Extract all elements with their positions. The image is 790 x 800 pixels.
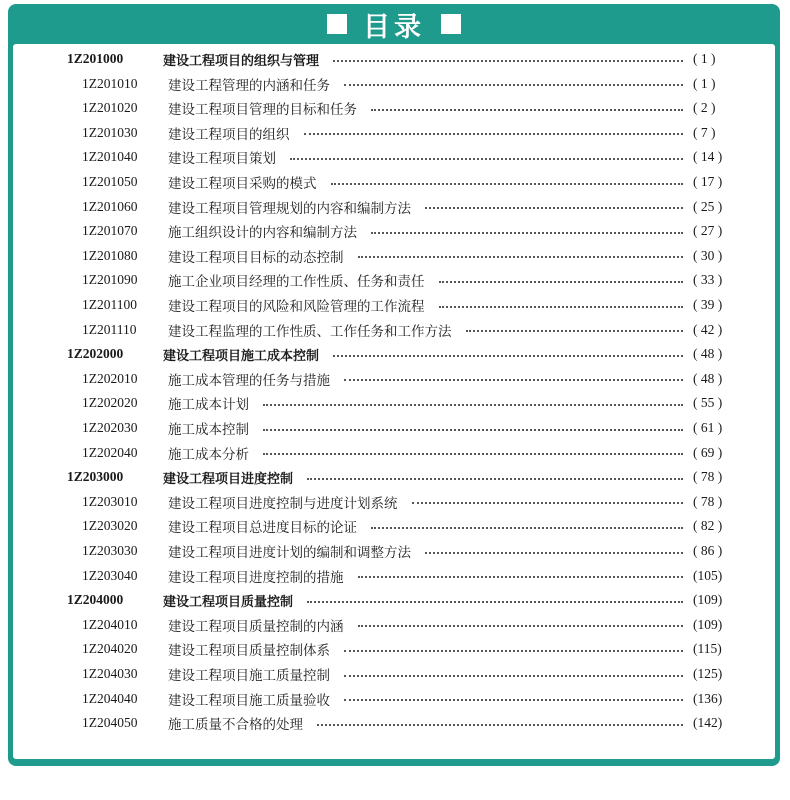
toc-code: 1Z201000 — [67, 51, 124, 66]
toc-title: 建设工程项目质量控制体系 — [168, 643, 330, 659]
toc-section-row[interactable] — [13, 96, 775, 120]
toc-section-row[interactable] — [13, 416, 775, 440]
toc-title: 建设工程项目目标的动态控制 — [168, 249, 344, 265]
toc-code: 1Z201010 — [82, 75, 138, 91]
toc-page-number: ( 1 ) — [693, 75, 716, 91]
toc-page-number: ( 27 ) — [693, 223, 723, 239]
toc-section-row[interactable] — [13, 711, 775, 735]
toc-page-number: ( 78 ) — [693, 493, 723, 509]
toc-code: 1Z201050 — [82, 174, 138, 189]
toc-title: 建设工程项目的风险和风险管理的工作流程 — [168, 299, 425, 314]
toc-title: 建设工程项目策划 — [168, 151, 276, 167]
toc-page-number: (109) — [693, 592, 723, 608]
dot-leader — [412, 501, 684, 504]
toc-title: 建设工程项目总进度目标的论证 — [168, 520, 357, 536]
toc-section-row[interactable] — [13, 121, 775, 145]
toc-code: 1Z204000 — [67, 592, 124, 608]
toc-title: 建设工程项目质量控制 — [163, 594, 294, 610]
toc-code: 1Z203040 — [82, 567, 138, 583]
toc-page-number: ( 61 ) — [693, 420, 723, 435]
toc-section-row[interactable] — [13, 539, 775, 563]
toc-title: 施工企业项目经理的工作性质、任务和责任 — [168, 274, 425, 290]
toc-chapter-row[interactable] — [13, 342, 775, 366]
toc-section-row[interactable] — [13, 219, 775, 243]
toc-page-number: ( 14 ) — [693, 149, 723, 165]
toc-title: 建设工程项目的组织 — [168, 126, 290, 142]
dot-leader — [371, 108, 683, 111]
toc-section-row[interactable] — [13, 637, 775, 661]
toc-title: 施工成本控制 — [168, 422, 249, 437]
toc-code: 1Z201090 — [82, 272, 138, 288]
dot-leader — [439, 280, 684, 283]
toc-page-number: ( 48 ) — [693, 346, 723, 362]
toc-section-row[interactable] — [13, 441, 775, 465]
dot-leader — [263, 428, 683, 431]
toc-section-row[interactable] — [13, 514, 775, 538]
toc-code: 1Z201070 — [82, 223, 138, 239]
toc-title: 施工质量不合格的处理 — [168, 717, 303, 733]
toc-title: 施工组织设计的内容和编制方法 — [168, 225, 357, 241]
toc-frame — [8, 4, 780, 766]
toc-page-number: ( 33 ) — [693, 272, 723, 288]
toc-code: 1Z204030 — [82, 666, 138, 681]
dot-leader — [307, 600, 683, 603]
dot-leader — [307, 477, 683, 480]
toc-panel — [13, 44, 775, 759]
toc-section-row[interactable] — [13, 318, 775, 342]
toc-code: 1Z203000 — [67, 469, 124, 485]
toc-page-number: (105) — [693, 567, 723, 583]
toc-header — [8, 4, 780, 44]
toc-code: 1Z203010 — [82, 493, 138, 509]
toc-title: 施工成本管理的任务与措施 — [168, 372, 330, 388]
dot-leader — [344, 83, 683, 86]
toc-page-number: ( 82 ) — [693, 518, 723, 534]
toc-chapter-row[interactable] — [13, 47, 775, 71]
dot-leader — [425, 206, 683, 209]
toc-code: 1Z201040 — [82, 149, 138, 165]
toc-code: 1Z204020 — [82, 641, 138, 657]
dot-leader — [333, 354, 683, 357]
toc-section-row[interactable] — [13, 687, 775, 711]
toc-title: 建设工程监理的工作性质、工作任务和工作方法 — [168, 323, 452, 339]
dot-leader — [358, 575, 684, 578]
dot-leader — [304, 132, 684, 135]
toc-page-number: (142) — [693, 715, 723, 731]
dot-leader — [290, 157, 683, 160]
toc-title: 建设工程项目管理规划的内容和编制方法 — [168, 200, 411, 216]
toc-section-row[interactable] — [13, 170, 775, 194]
toc-page-number: ( 39 ) — [693, 297, 723, 312]
toc-page-number: ( 7 ) — [693, 124, 716, 140]
toc-page-number: ( 30 ) — [693, 247, 723, 263]
toc-page-number: ( 86 ) — [693, 543, 723, 558]
dot-leader — [371, 526, 683, 529]
toc-section-row[interactable] — [13, 195, 775, 219]
toc-code: 1Z203020 — [82, 518, 138, 534]
toc-section-row[interactable] — [13, 293, 775, 317]
toc-section-row[interactable] — [13, 367, 775, 391]
dot-leader — [333, 59, 683, 62]
toc-section-row[interactable] — [13, 268, 775, 292]
dot-leader — [439, 305, 684, 308]
toc-page-number: ( 42 ) — [693, 321, 723, 337]
toc-title: 建设工程项目施工质量控制 — [168, 668, 330, 683]
toc-code: 1Z201100 — [82, 297, 137, 312]
toc-code: 1Z201110 — [82, 321, 137, 337]
toc-page-number: (115) — [693, 641, 722, 657]
toc-code: 1Z202040 — [82, 444, 138, 460]
toc-code: 1Z204010 — [82, 616, 138, 632]
toc-title: 建设工程项目施工成本控制 — [163, 348, 320, 364]
toc-title: 建设工程项目进度控制的措施 — [168, 569, 344, 585]
toc-section-row[interactable] — [13, 244, 775, 268]
toc-section-row[interactable] — [13, 490, 775, 514]
toc-section-row[interactable] — [13, 662, 775, 686]
dot-leader — [263, 452, 683, 455]
toc-chapter-row[interactable] — [13, 465, 775, 489]
toc-code: 1Z204040 — [82, 690, 138, 706]
toc-title: 建设工程管理的内涵和任务 — [168, 77, 330, 93]
dot-leader — [263, 403, 683, 406]
toc-section-row[interactable] — [13, 72, 775, 96]
toc-page-number: ( 25 ) — [693, 198, 723, 214]
toc-title: 建设工程项目质量控制的内涵 — [168, 618, 344, 634]
toc-page-number: ( 2 ) — [693, 100, 716, 116]
toc-page-number: ( 17 ) — [693, 174, 723, 189]
toc-title: 建设工程项目进度控制 — [163, 471, 294, 487]
dot-leader — [344, 698, 683, 701]
toc-title: 建设工程项目进度控制与进度计划系统 — [168, 495, 398, 511]
toc-code: 1Z202010 — [82, 370, 138, 386]
toc-page-number: (136) — [693, 690, 723, 706]
toc-title: 建设工程项目的组织与管理 — [163, 53, 320, 69]
toc-code: 1Z201030 — [82, 124, 138, 140]
toc-code: 1Z204050 — [82, 715, 138, 731]
toc-code: 1Z201060 — [82, 198, 138, 214]
toc-page-number: ( 1 ) — [693, 51, 716, 66]
dot-leader — [331, 182, 684, 185]
dot-leader — [358, 255, 684, 258]
toc-code: 1Z202030 — [82, 420, 138, 435]
toc-page-number: ( 48 ) — [693, 370, 723, 386]
toc-title: 建设工程项目采购的模式 — [168, 176, 317, 191]
toc-title: 建设工程项目管理的目标和任务 — [168, 102, 357, 118]
toc-code: 1Z202020 — [82, 395, 138, 411]
toc-title: 建设工程项目进度计划的编制和调整方法 — [168, 545, 411, 560]
toc-page-number: ( 78 ) — [693, 469, 723, 485]
dot-leader — [317, 723, 683, 726]
toc-code: 1Z201080 — [82, 247, 138, 263]
toc-page-number: ( 55 ) — [693, 395, 723, 411]
toc-code: 1Z203030 — [82, 543, 138, 558]
toc-code: 1Z201020 — [82, 100, 138, 116]
toc-title: 施工成本分析 — [168, 446, 249, 462]
dot-leader — [344, 674, 683, 677]
dot-leader — [425, 551, 683, 554]
dot-leader — [466, 329, 684, 332]
dot-leader — [358, 624, 684, 627]
toc-section-row[interactable] — [13, 145, 775, 169]
page-title: 目录 — [363, 11, 425, 43]
toc-title: 施工成本计划 — [168, 397, 249, 413]
toc-page-number: (109) — [693, 616, 723, 632]
toc-page-number: (125) — [693, 666, 723, 681]
toc-section-row[interactable] — [13, 564, 775, 588]
toc-chapter-row[interactable] — [13, 588, 775, 612]
dot-leader — [371, 231, 683, 234]
dot-leader — [344, 378, 683, 381]
square-decoration-icon — [327, 14, 347, 34]
toc-section-row[interactable] — [13, 391, 775, 415]
toc-page-number: ( 69 ) — [693, 444, 723, 460]
toc-section-row[interactable] — [13, 613, 775, 637]
toc-title: 建设工程项目施工质量验收 — [168, 692, 330, 708]
toc-code: 1Z202000 — [67, 346, 124, 362]
dot-leader — [344, 649, 683, 652]
square-decoration-icon — [441, 14, 461, 34]
